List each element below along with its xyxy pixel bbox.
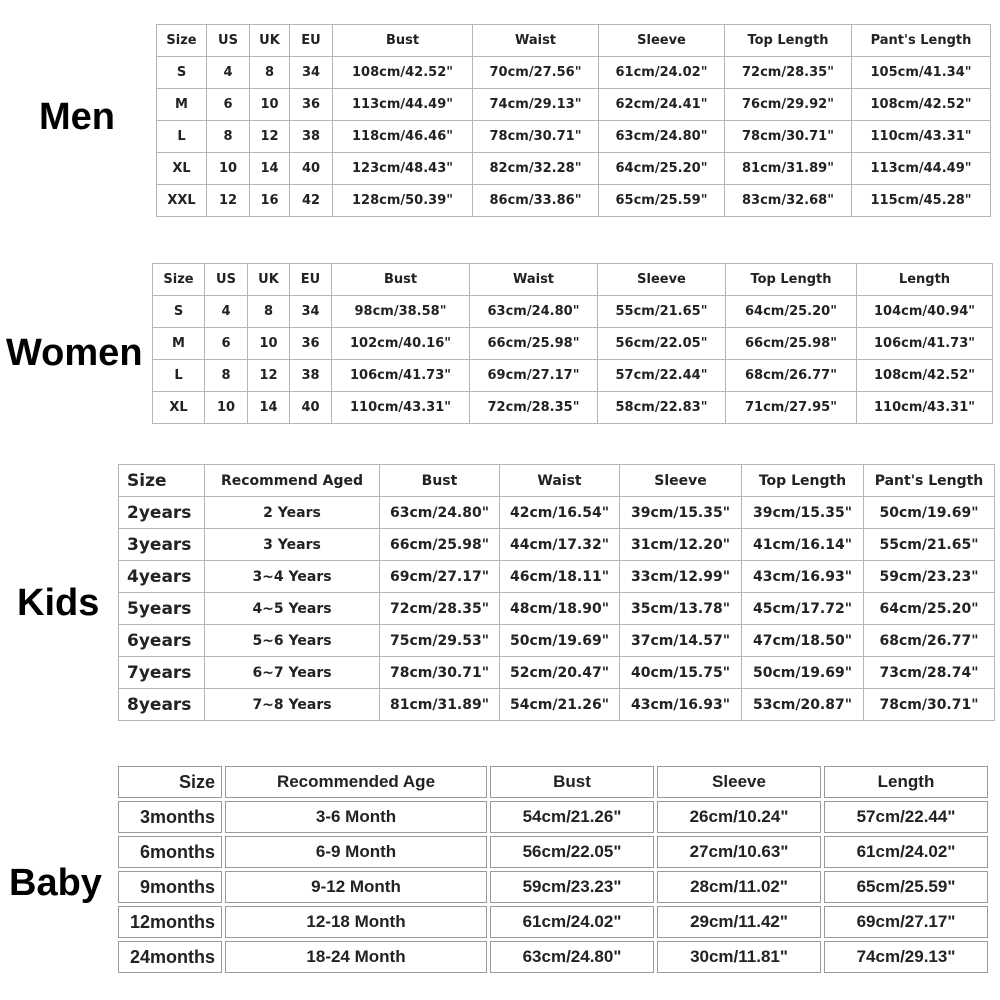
kids-table-cell: 81cm/31.89" [380, 689, 500, 721]
women-column-header: Top Length [726, 264, 857, 296]
women-table-cell: 8 [205, 360, 248, 392]
men-column-header: Waist [473, 25, 599, 57]
kids-table-cell: 75cm/29.53" [380, 625, 500, 657]
women-size-cell: XL [153, 392, 205, 424]
kids-column-header: Top Length [742, 465, 864, 497]
kids-table-row [119, 689, 995, 721]
women-table-cell: 108cm/42.52" [857, 360, 993, 392]
baby-table-cell: 28cm/11.02" [657, 871, 821, 903]
kids-table-cell: 69cm/27.17" [380, 561, 500, 593]
baby-table-cell: 56cm/22.05" [490, 836, 654, 868]
kids-table-cell: 37cm/14.57" [620, 625, 742, 657]
women-column-header: Sleeve [598, 264, 726, 296]
kids-table-cell: 50cm/19.69" [500, 625, 620, 657]
women-table-cell: 72cm/28.35" [470, 392, 598, 424]
women-table-cell: 71cm/27.95" [726, 392, 857, 424]
men-column-header: EU [290, 25, 333, 57]
men-table-cell: 78cm/30.71" [473, 121, 599, 153]
men-table-cell: 10 [207, 153, 250, 185]
kids-table-row [119, 625, 995, 657]
men-table-cell: 8 [207, 121, 250, 153]
women-table-cell: 57cm/22.44" [598, 360, 726, 392]
men-column-header: Sleeve [599, 25, 725, 57]
baby-table-cell: 63cm/24.80" [490, 941, 654, 973]
men-column-header: Size [157, 25, 207, 57]
baby-size-cell: 9months [118, 871, 222, 903]
kids-table-row [119, 593, 995, 625]
women-table-cell: 6 [205, 328, 248, 360]
baby-table-cell: 65cm/25.59" [824, 871, 988, 903]
men-table-cell: 12 [207, 185, 250, 217]
kids-column-header: Recommend Aged [205, 465, 380, 497]
kids-table-cell: 3 Years [205, 529, 380, 561]
kids-size-cell: 4years [119, 561, 205, 593]
men-table-cell: 64cm/25.20" [599, 153, 725, 185]
kids-table-cell: 40cm/15.75" [620, 657, 742, 689]
men-table-cell: 40 [290, 153, 333, 185]
baby-table-row [118, 871, 988, 903]
kids-table-cell: 3~4 Years [205, 561, 380, 593]
kids-table-cell: 5~6 Years [205, 625, 380, 657]
kids-column-header: Sleeve [620, 465, 742, 497]
kids-size-cell: 6years [119, 625, 205, 657]
men-table-cell: 65cm/25.59" [599, 185, 725, 217]
kids-size-cell: 7years [119, 657, 205, 689]
kids-table-row [119, 561, 995, 593]
baby-header-row [118, 766, 988, 798]
baby-table-cell: 3-6 Month [225, 801, 487, 833]
baby-table-cell: 61cm/24.02" [824, 836, 988, 868]
men-table-cell: 76cm/29.92" [725, 89, 852, 121]
men-table-cell: 78cm/30.71" [725, 121, 852, 153]
women-column-header: Length [857, 264, 993, 296]
baby-column-header: Length [824, 766, 988, 798]
kids-table-row [119, 497, 995, 529]
women-table-cell: 110cm/43.31" [857, 392, 993, 424]
women-table-cell: 4 [205, 296, 248, 328]
men-size-cell: S [157, 57, 207, 89]
men-table-cell: 108cm/42.52" [333, 57, 473, 89]
women-table-cell: 36 [290, 328, 332, 360]
men-column-header: UK [250, 25, 290, 57]
men-table-cell: 14 [250, 153, 290, 185]
men-table-cell: 63cm/24.80" [599, 121, 725, 153]
men-table-cell: 36 [290, 89, 333, 121]
women-table-cell: 34 [290, 296, 332, 328]
kids-table-cell: 54cm/21.26" [500, 689, 620, 721]
women-column-header: EU [290, 264, 332, 296]
men-table-cell: 16 [250, 185, 290, 217]
men-column-header: Top Length [725, 25, 852, 57]
men-size-cell: XXL [157, 185, 207, 217]
women-table-cell: 14 [248, 392, 290, 424]
women-table-row [153, 296, 993, 328]
women-table-cell: 56cm/22.05" [598, 328, 726, 360]
kids-table-cell: 53cm/20.87" [742, 689, 864, 721]
women-table-row [153, 392, 993, 424]
men-table-cell: 105cm/41.34" [852, 57, 991, 89]
men-table-row [157, 185, 991, 217]
baby-table-cell: 18-24 Month [225, 941, 487, 973]
men-table-cell: 4 [207, 57, 250, 89]
women-column-header: Waist [470, 264, 598, 296]
women-table-cell: 69cm/27.17" [470, 360, 598, 392]
men-table-cell: 86cm/33.86" [473, 185, 599, 217]
men-table-row [157, 121, 991, 153]
men-column-header: Bust [333, 25, 473, 57]
baby-table-cell: 61cm/24.02" [490, 906, 654, 938]
women-table-cell: 58cm/22.83" [598, 392, 726, 424]
women-column-header: Bust [332, 264, 470, 296]
baby-table-cell: 6-9 Month [225, 836, 487, 868]
women-table-cell: 106cm/41.73" [332, 360, 470, 392]
men-table-cell: 42 [290, 185, 333, 217]
men-table-cell: 34 [290, 57, 333, 89]
kids-size-cell: 8years [119, 689, 205, 721]
kids-table-row [119, 657, 995, 689]
men-table-cell: 74cm/29.13" [473, 89, 599, 121]
men-table-cell: 113cm/44.49" [852, 153, 991, 185]
baby-table-row [118, 836, 988, 868]
kids-header-row [119, 465, 995, 497]
women-table-cell: 10 [248, 328, 290, 360]
men-table-cell: 38 [290, 121, 333, 153]
women-header-row [153, 264, 993, 296]
kids-column-header: Bust [380, 465, 500, 497]
men-table-cell: 83cm/32.68" [725, 185, 852, 217]
kids-table-cell: 46cm/18.11" [500, 561, 620, 593]
baby-table-row [118, 941, 988, 973]
kids-size-cell: 3years [119, 529, 205, 561]
men-table-cell: 115cm/45.28" [852, 185, 991, 217]
men-table-cell: 81cm/31.89" [725, 153, 852, 185]
women-column-header: US [205, 264, 248, 296]
men-table-cell: 6 [207, 89, 250, 121]
men-table-cell: 8 [250, 57, 290, 89]
men-table-cell: 108cm/42.52" [852, 89, 991, 121]
baby-size-cell: 24months [118, 941, 222, 973]
men-table-cell: 72cm/28.35" [725, 57, 852, 89]
kids-table-cell: 72cm/28.35" [380, 593, 500, 625]
kids-table-cell: 7~8 Years [205, 689, 380, 721]
kids-size-table [118, 464, 995, 721]
men-table-cell: 123cm/48.43" [333, 153, 473, 185]
kids-table-cell: 52cm/20.47" [500, 657, 620, 689]
baby-table-cell: 69cm/27.17" [824, 906, 988, 938]
kids-table-cell: 63cm/24.80" [380, 497, 500, 529]
women-column-header: Size [153, 264, 205, 296]
women-table-cell: 10 [205, 392, 248, 424]
kids-table-cell: 55cm/21.65" [864, 529, 995, 561]
women-table-cell: 68cm/26.77" [726, 360, 857, 392]
men-column-header: Pant's Length [852, 25, 991, 57]
men-column-header: US [207, 25, 250, 57]
women-size-cell: S [153, 296, 205, 328]
women-table-cell: 66cm/25.98" [470, 328, 598, 360]
kids-table-cell: 6~7 Years [205, 657, 380, 689]
men-size-table [156, 24, 991, 217]
men-table-cell: 61cm/24.02" [599, 57, 725, 89]
women-table-cell: 8 [248, 296, 290, 328]
men-size-cell: L [157, 121, 207, 153]
baby-table-cell: 27cm/10.63" [657, 836, 821, 868]
women-table-cell: 66cm/25.98" [726, 328, 857, 360]
women-column-header: UK [248, 264, 290, 296]
men-table-cell: 10 [250, 89, 290, 121]
women-table-cell: 106cm/41.73" [857, 328, 993, 360]
men-table-cell: 82cm/32.28" [473, 153, 599, 185]
men-table-cell: 62cm/24.41" [599, 89, 725, 121]
baby-table-cell: 59cm/23.23" [490, 871, 654, 903]
baby-table-cell: 26cm/10.24" [657, 801, 821, 833]
kids-table-cell: 73cm/28.74" [864, 657, 995, 689]
men-size-cell: M [157, 89, 207, 121]
men-size-cell: XL [157, 153, 207, 185]
kids-table-cell: 48cm/18.90" [500, 593, 620, 625]
baby-size-cell: 12months [118, 906, 222, 938]
kids-column-header: Pant's Length [864, 465, 995, 497]
kids-table-cell: 59cm/23.23" [864, 561, 995, 593]
women-table-cell: 104cm/40.94" [857, 296, 993, 328]
kids-table-cell: 42cm/16.54" [500, 497, 620, 529]
women-table-cell: 55cm/21.65" [598, 296, 726, 328]
kids-column-header: Size [119, 465, 205, 497]
women-table-cell: 98cm/38.58" [332, 296, 470, 328]
kids-table-cell: 4~5 Years [205, 593, 380, 625]
baby-table-row [118, 801, 988, 833]
baby-column-header: Size [118, 766, 222, 798]
men-table-cell: 118cm/46.46" [333, 121, 473, 153]
men-section-label: Men [39, 96, 115, 138]
baby-table-cell: 74cm/29.13" [824, 941, 988, 973]
baby-table-cell: 29cm/11.42" [657, 906, 821, 938]
baby-column-header: Bust [490, 766, 654, 798]
kids-table-cell: 43cm/16.93" [742, 561, 864, 593]
kids-table-cell: 39cm/15.35" [620, 497, 742, 529]
women-table-row [153, 360, 993, 392]
kids-table-cell: 41cm/16.14" [742, 529, 864, 561]
kids-table-cell: 78cm/30.71" [380, 657, 500, 689]
kids-table-cell: 2 Years [205, 497, 380, 529]
kids-table-cell: 47cm/18.50" [742, 625, 864, 657]
kids-table-cell: 68cm/26.77" [864, 625, 995, 657]
women-table-cell: 102cm/40.16" [332, 328, 470, 360]
kids-table-cell: 33cm/12.99" [620, 561, 742, 593]
men-table-row [157, 57, 991, 89]
women-table-cell: 63cm/24.80" [470, 296, 598, 328]
kids-table-cell: 43cm/16.93" [620, 689, 742, 721]
kids-table-cell: 31cm/12.20" [620, 529, 742, 561]
baby-size-cell: 6months [118, 836, 222, 868]
women-size-cell: L [153, 360, 205, 392]
baby-table-cell: 54cm/21.26" [490, 801, 654, 833]
women-table-cell: 12 [248, 360, 290, 392]
kids-size-cell: 5years [119, 593, 205, 625]
baby-table-cell: 57cm/22.44" [824, 801, 988, 833]
kids-table-cell: 45cm/17.72" [742, 593, 864, 625]
baby-size-table [115, 763, 991, 976]
kids-table-cell: 39cm/15.35" [742, 497, 864, 529]
baby-column-header: Recommended Age [225, 766, 487, 798]
kids-table-cell: 78cm/30.71" [864, 689, 995, 721]
kids-table-cell: 66cm/25.98" [380, 529, 500, 561]
baby-section-label: Baby [9, 862, 102, 904]
men-table-cell: 70cm/27.56" [473, 57, 599, 89]
men-table-row [157, 89, 991, 121]
men-table-row [157, 153, 991, 185]
men-table-cell: 128cm/50.39" [333, 185, 473, 217]
kids-table-cell: 64cm/25.20" [864, 593, 995, 625]
baby-table-cell: 12-18 Month [225, 906, 487, 938]
women-size-table [152, 263, 993, 424]
baby-size-cell: 3months [118, 801, 222, 833]
women-section-label: Women [6, 332, 143, 374]
women-table-cell: 64cm/25.20" [726, 296, 857, 328]
baby-table-cell: 9-12 Month [225, 871, 487, 903]
kids-table-cell: 35cm/13.78" [620, 593, 742, 625]
women-table-cell: 40 [290, 392, 332, 424]
men-table-cell: 113cm/44.49" [333, 89, 473, 121]
kids-section-label: Kids [17, 582, 100, 624]
baby-table-row [118, 906, 988, 938]
kids-table-row [119, 529, 995, 561]
baby-table-cell: 30cm/11.81" [657, 941, 821, 973]
kids-size-cell: 2years [119, 497, 205, 529]
kids-table-cell: 50cm/19.69" [864, 497, 995, 529]
women-table-cell: 38 [290, 360, 332, 392]
women-table-cell: 110cm/43.31" [332, 392, 470, 424]
men-table-cell: 12 [250, 121, 290, 153]
baby-column-header: Sleeve [657, 766, 821, 798]
men-header-row [157, 25, 991, 57]
men-table-cell: 110cm/43.31" [852, 121, 991, 153]
women-size-cell: M [153, 328, 205, 360]
kids-table-cell: 44cm/17.32" [500, 529, 620, 561]
kids-column-header: Waist [500, 465, 620, 497]
kids-table-cell: 50cm/19.69" [742, 657, 864, 689]
women-table-row [153, 328, 993, 360]
